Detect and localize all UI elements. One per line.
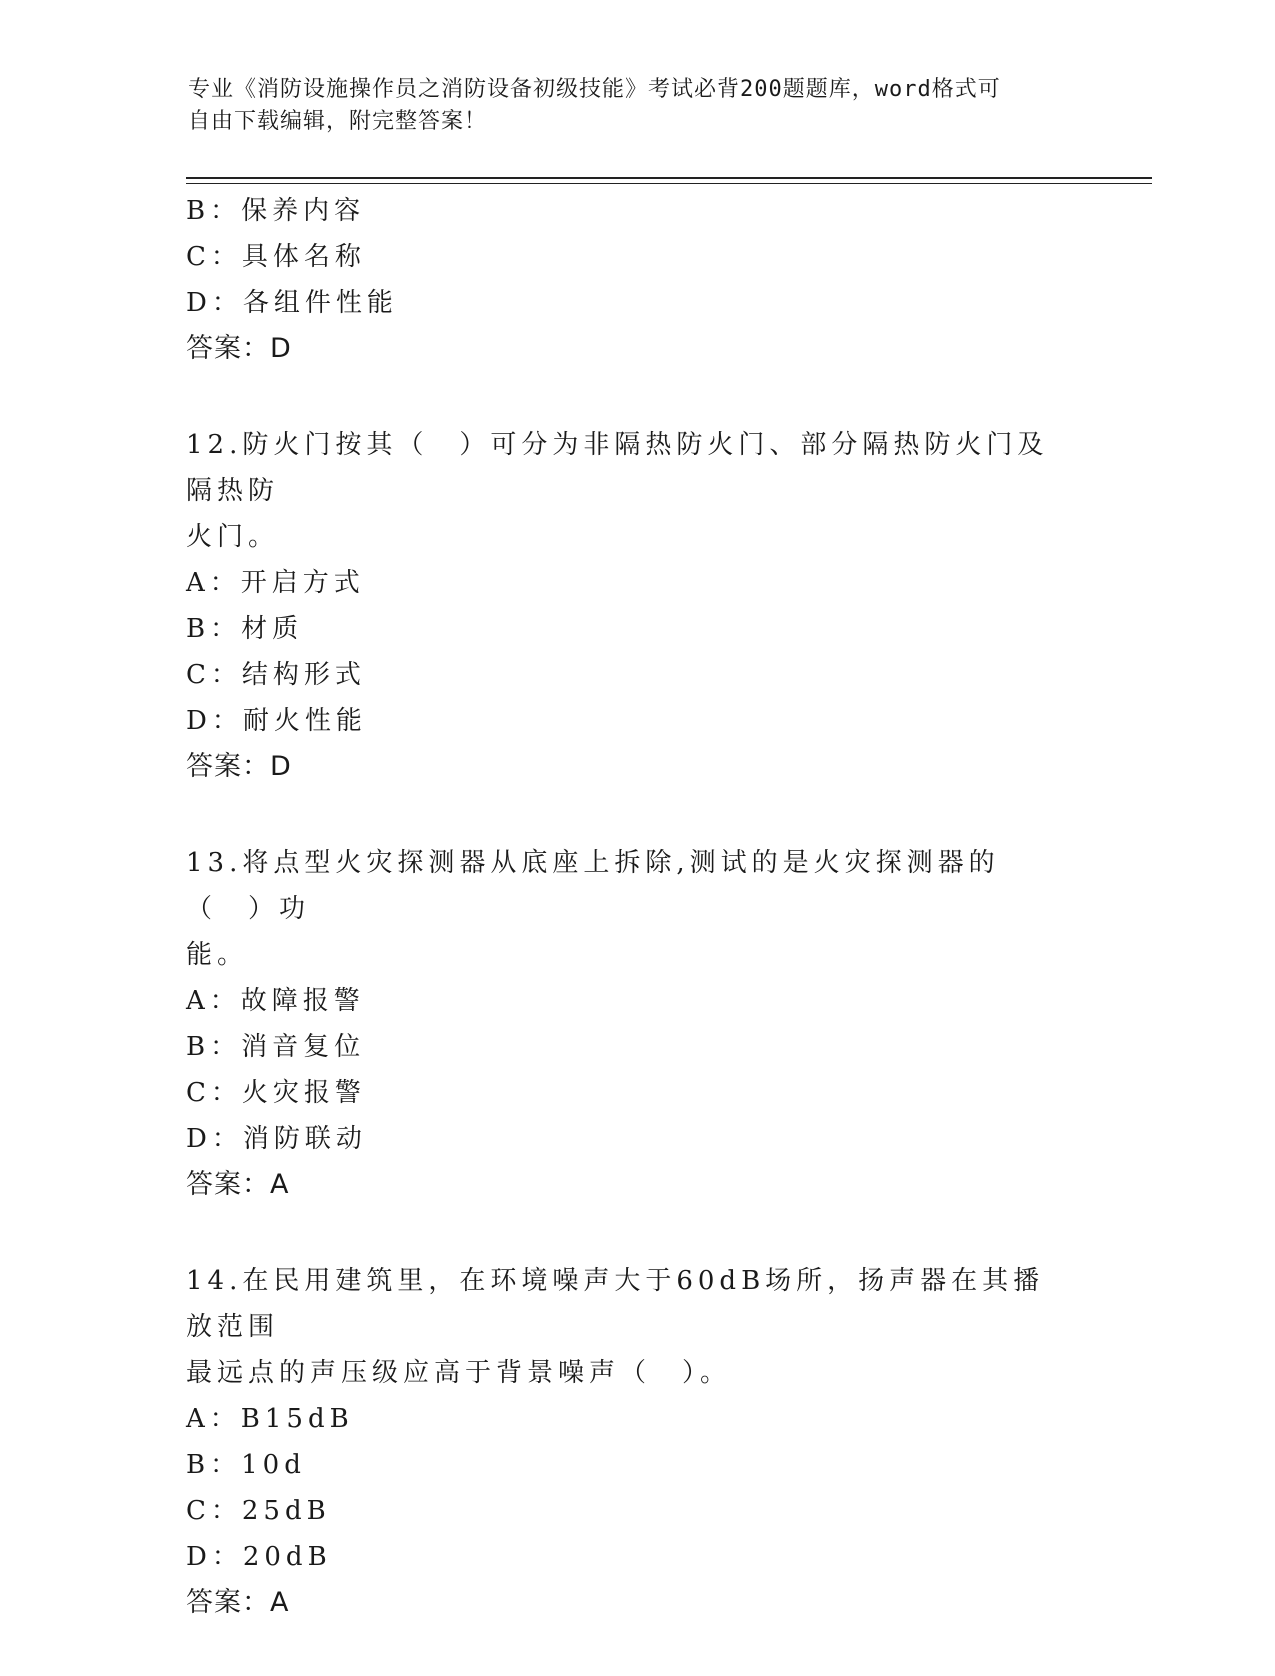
answer-line: 答案：A [186, 1169, 290, 1200]
option-a: A：开启方式 [186, 568, 365, 598]
stem-line-1: 14.在民用建筑里，在环境噪声大于60dB场所，扬声器在其播放范围 [186, 1266, 1045, 1342]
stem-line-2: 火门。 [186, 522, 280, 552]
option-c: C：结构形式 [186, 660, 366, 690]
option-a: A：B15dB [186, 1404, 354, 1434]
option-b: B：保养内容 [186, 196, 366, 226]
option-a: A：故障报警 [186, 986, 365, 1016]
question-stem [186, 422, 1066, 560]
option-b: B：材质 [186, 614, 304, 644]
stem-line-2: 能。 [186, 940, 249, 970]
option-b: B：消音复位 [186, 1032, 366, 1062]
header-rule-thin [186, 183, 1152, 184]
option-d: D：耐火性能 [186, 706, 367, 736]
answer-line: 答案：D [186, 751, 292, 782]
question-14 [186, 1258, 1086, 1626]
answer-line: 答案：D [186, 333, 292, 364]
option-d: D：消防联动 [186, 1124, 367, 1154]
header-line-2: 自由下载编辑，附完整答案！ [188, 109, 488, 134]
option-c: C：火灾报警 [186, 1078, 366, 1108]
header-rule-thick [186, 177, 1152, 179]
option-c: C：25dB [186, 1496, 331, 1526]
header-line-1: 专业《消防设施操作员之消防设备初级技能》考试必背200题题库，word格式可 [188, 77, 1001, 102]
question-13 [186, 840, 1086, 1208]
option-d: D：20dB [186, 1542, 332, 1572]
stem-line-1: 13.将点型火灾探测器从底座上拆除,测试的是火灾探测器的（ ）功 [186, 848, 1000, 924]
question-stem [186, 840, 1066, 978]
answer-line: 答案：A [186, 1587, 290, 1618]
stem-line-2: 最远点的声压级应高于背景噪声（ ）。 [186, 1358, 732, 1388]
question-list [186, 188, 1086, 1676]
option-d: D：各组件性能 [186, 288, 398, 318]
document-header [188, 74, 1088, 138]
option-b: B：10d [186, 1450, 306, 1480]
option-c: C：具体名称 [186, 242, 366, 272]
stem-line-1: 12.防火门按其（ ）可分为非隔热防火门、部分隔热防火门及隔热防 [186, 430, 1049, 506]
question-stem [186, 1258, 1066, 1396]
question-11-continued [186, 188, 1086, 372]
question-12 [186, 422, 1086, 790]
